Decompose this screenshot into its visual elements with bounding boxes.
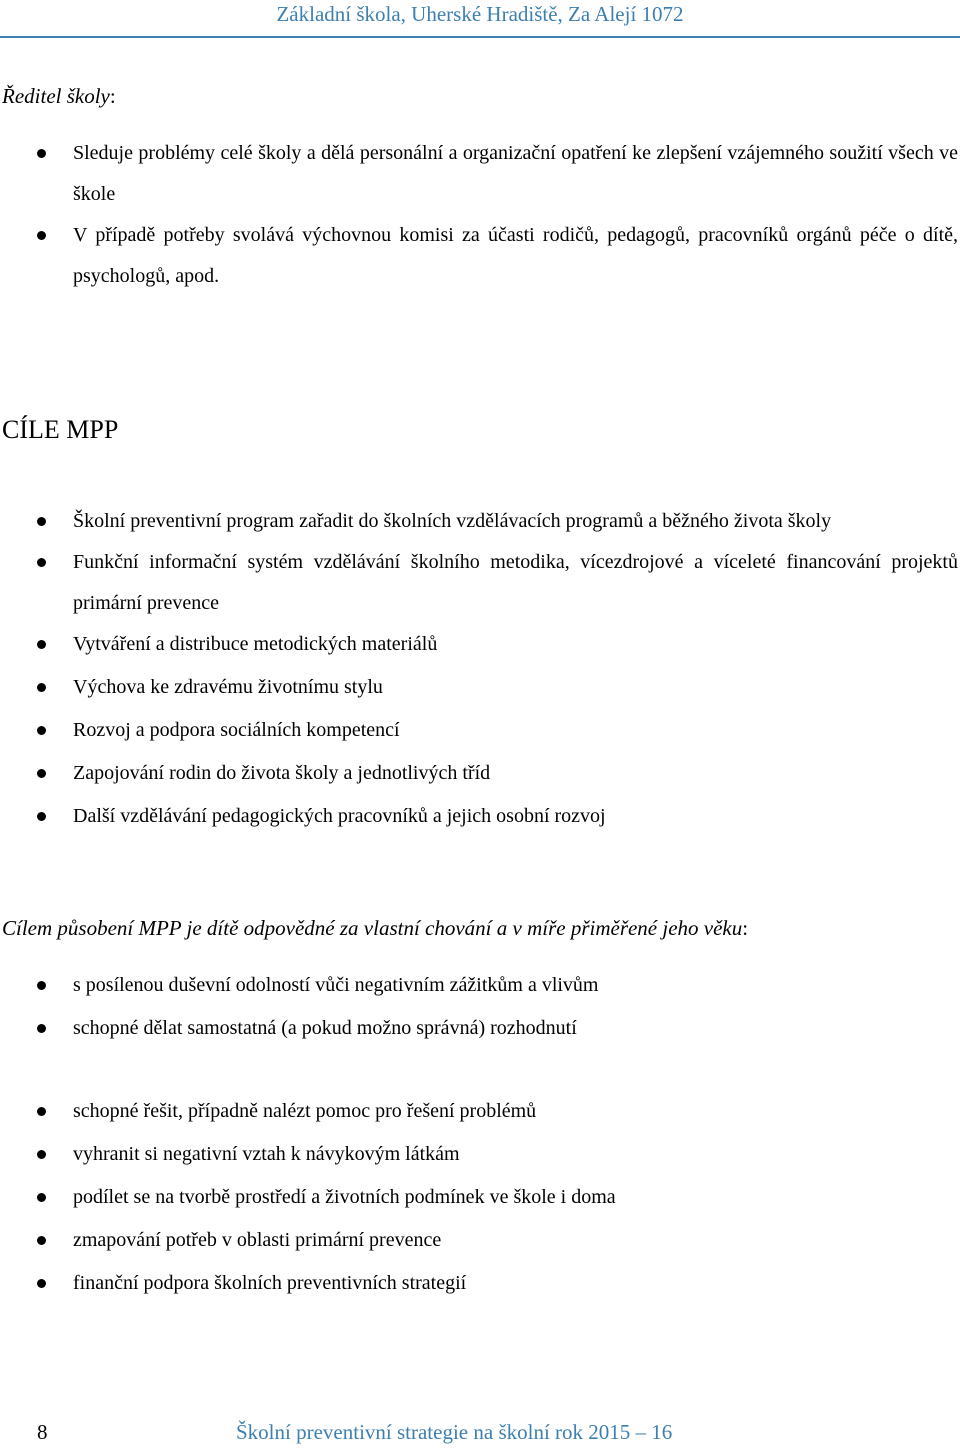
list-item: [0, 753, 958, 794]
list-item: [0, 133, 958, 215]
bullet-icon: [37, 1279, 46, 1288]
list-item-text: s posílenou duševní odolností vůči negativním zážitkům a vlivům: [73, 974, 599, 996]
header-rule: [0, 36, 960, 38]
list-item: [0, 1263, 958, 1304]
list-item: [0, 1177, 958, 1218]
list-item: [0, 667, 958, 708]
aim-list-b: [0, 1091, 958, 1304]
list-item-text: vyhranit si negativní vztah k návykovým látkám: [73, 1143, 460, 1165]
list-item-text: schopné řešit, případně nalézt pomoc pro řešení problémů: [73, 1100, 537, 1122]
aim-heading-colon: :: [742, 916, 749, 940]
list-item: [0, 1091, 958, 1132]
aim-heading-text: Cílem působení MPP je dítě odpovědné za vlastní chování a v míře přiměřené jeho věku: [2, 916, 743, 940]
director-heading: [2, 82, 116, 110]
list-item-text: Funkční informační systém vzdělávání školního metodika, vícezdrojové a víceleté financování projektů primární prevence: [73, 551, 958, 614]
bullet-icon: [37, 1236, 46, 1245]
bullet-icon: [37, 640, 46, 649]
bullet-icon: [37, 149, 46, 158]
bullet-icon: [37, 769, 46, 778]
bullet-icon: [37, 558, 46, 567]
bullet-icon: [37, 683, 46, 692]
list-item: [0, 501, 958, 542]
bullet-icon: [37, 231, 46, 240]
goals-list: [0, 501, 958, 837]
bullet-icon: [37, 981, 46, 990]
director-heading-text: Ředitel školy: [2, 84, 110, 108]
list-item: [0, 1220, 958, 1261]
bullet-icon: [37, 1107, 46, 1116]
list-item-text: Školní preventivní program zařadit do školních vzdělávacích programů a běžného života školy: [73, 510, 832, 532]
bullet-icon: [37, 517, 46, 526]
footer-title: Školní preventivní strategie na školní rok 2015 – 16: [236, 1420, 673, 1444]
list-item: [0, 1134, 958, 1175]
list-item: [0, 965, 958, 1006]
list-item-text: V případě potřeby svolává výchovnou komisi za účasti rodičů, pedagogů, pracovníků orgánů péče o dítě, psychologů, apod.: [73, 224, 958, 287]
list-item-text: finanční podpora školních preventivních strategií: [73, 1272, 467, 1294]
bullet-icon: [37, 1193, 46, 1202]
goals-title: CÍLE MPP: [2, 415, 119, 444]
list-item: [0, 1008, 958, 1049]
list-item-text: Zapojování rodin do života školy a jednotlivých tříd: [73, 762, 491, 784]
list-item-text: Vytváření a distribuce metodických materiálů: [73, 633, 438, 655]
list-item-text: podílet se na tvorbě prostředí a životních podmínek ve škole i doma: [73, 1186, 616, 1208]
director-heading-colon: :: [109, 84, 116, 108]
list-item: [0, 215, 958, 297]
list-item: [0, 542, 958, 624]
list-item-text: schopné dělat samostatná (a pokud možno správná) rozhodnutí: [73, 1017, 577, 1039]
bullet-icon: [37, 1150, 46, 1159]
director-list: [0, 133, 958, 297]
list-item-text: zmapování potřeb v oblasti primární prevence: [73, 1229, 442, 1251]
list-item: [0, 796, 958, 837]
aim-list-a: [0, 965, 958, 1049]
bullet-icon: [37, 812, 46, 821]
bullet-icon: [37, 1024, 46, 1033]
list-item: [0, 624, 958, 665]
list-item: [0, 710, 958, 751]
list-item-text: Rozvoj a podpora sociálních kompetencí: [73, 719, 400, 741]
running-header: Základní škola, Uherské Hradiště, Za Alejí 1072: [276, 2, 684, 26]
aim-heading: [2, 914, 748, 942]
page-number: 8: [37, 1420, 48, 1444]
list-item-text: Sleduje problémy celé školy a dělá personální a organizační opatření ke zlepšení vzájemného soužití všech ve škole: [73, 142, 958, 205]
list-item-text: Další vzdělávání pedagogických pracovníků a jejich osobní rozvoj: [73, 805, 606, 827]
bullet-icon: [37, 726, 46, 735]
list-item-text: Výchova ke zdravému životnímu stylu: [73, 676, 383, 698]
